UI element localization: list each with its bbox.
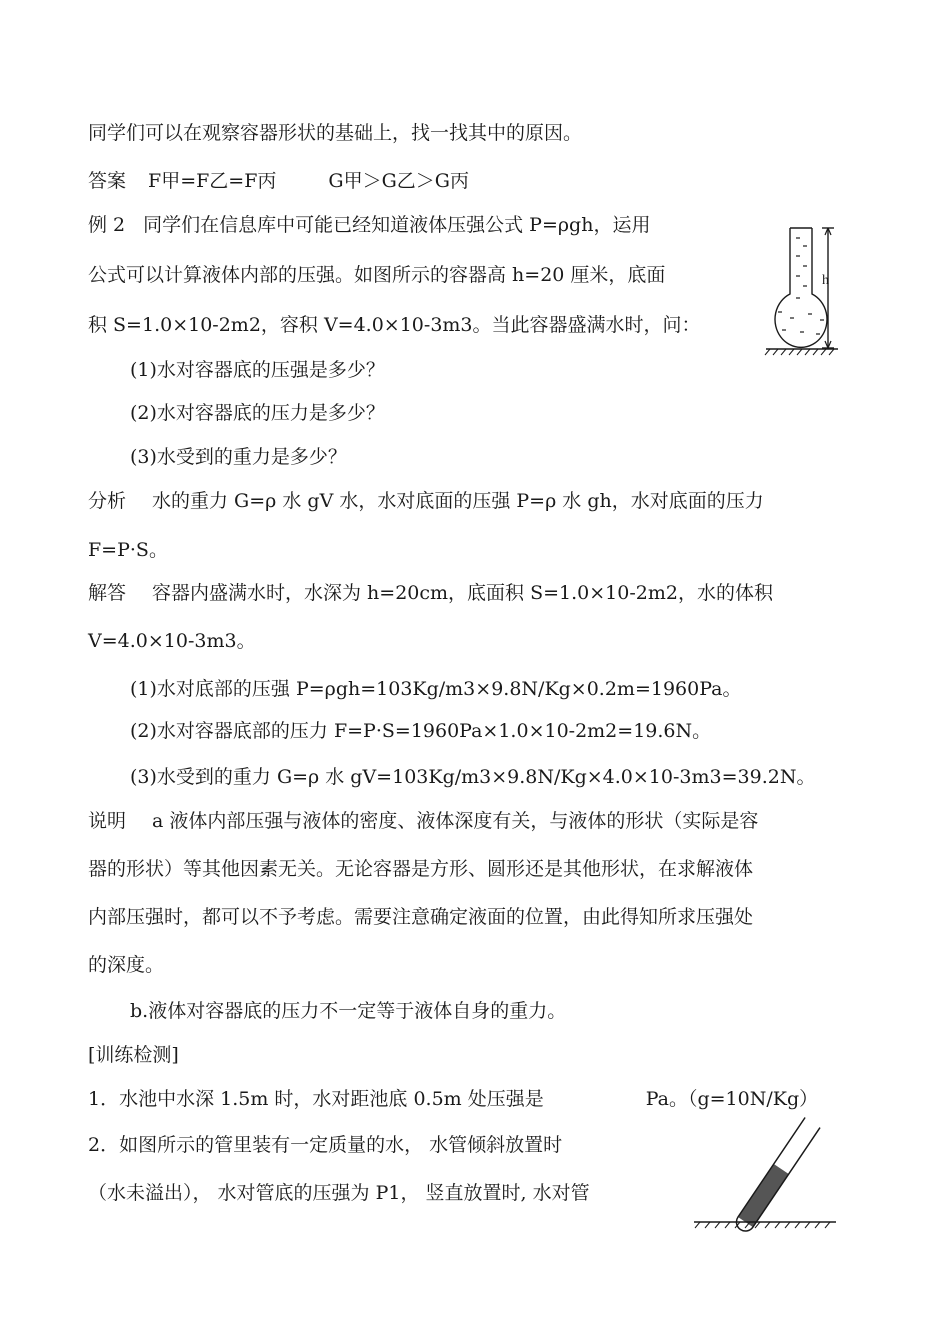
explanation-line4: 的深度。 [88, 954, 165, 976]
explanation-line2: 器的形状）等其他因素无关。无论容器是方形、圆形还是其他形状，在求解液体 [88, 858, 754, 880]
intro-line: 同学们可以在观察容器形状的基础上，找一找其中的原因。 [88, 122, 583, 144]
explanation-line3: 内部压强时，都可以不予考虑。需要注意确定液面的位置，由此得知所求压强处 [88, 906, 754, 928]
explanation-line1: 说明 a 液体内部压强与液体的密度、液体深度有关，与液体的形状（实际是容 [88, 810, 759, 832]
ground-hatching [765, 349, 834, 355]
exercise-1: 1．水池中水深 1.5m 时，水对距池底 0.5m 处压强是 Pa。（g=10N/Kg） [88, 1088, 819, 1110]
height-label: h [822, 273, 829, 288]
tilted-tube-figure [690, 1138, 840, 1228]
analysis-line2: F=P·S。 [88, 539, 168, 561]
water-fill [738, 1164, 789, 1227]
solution-step-3: (3)水受到的重力 G=ρ 水 gV=103Kg/m3×9.8N/Kg×4.0×10-3m3=39.2N。 [130, 766, 816, 788]
solution-step-2: (2)水对容器底部的压力 F=P·S=1960Pa×1.0×10-2m2=19.6N。 [130, 720, 712, 742]
answer-line: 答案 F甲=F乙=F丙 G甲＞G乙＞G丙 [88, 170, 469, 192]
training-heading: [训练检测] [88, 1044, 179, 1066]
question-1: (1)水对容器底的压强是多少？ [130, 359, 385, 381]
exercise-2-line2: （水未溢出）， 水对管底的压强为 P1， 竖直放置时, 水对管 [88, 1182, 590, 1204]
solution-line1: 解答 容器内盛满水时，水深为 h=20cm，底面积 S=1.0×10-2m2，水的体积 [88, 582, 773, 604]
question-3: (3)水受到的重力是多少？ [130, 446, 347, 468]
answer-label: 答案 [88, 170, 127, 192]
explanation-label: 说明 [88, 810, 127, 832]
analysis-label: 分析 [88, 490, 127, 512]
ground-hatching [695, 1222, 830, 1228]
example2-line2: 公式可以计算液体内部的压强。如图所示的容器高 h=20 厘米，底面 [88, 264, 666, 286]
explanation-line5: b.液体对容器底的压力不一定等于液体自身的重力。 [130, 1000, 567, 1022]
example-label: 例 2 [88, 214, 126, 236]
example2-line1: 例 2 同学们在信息库中可能已经知道液体压强公式 P=ρgh，运用 [88, 214, 651, 236]
solution-line2: V=4.0×10-3m3。 [88, 630, 256, 652]
solution-label: 解答 [88, 582, 127, 604]
example2-line3: 积 S=1.0×10-2m2，容积 V=4.0×10-3m3。当此容器盛满水时，问： [88, 314, 701, 336]
water-dashes [778, 238, 824, 334]
solution-step-1: (1)水对底部的压强 P=ρgh=103Kg/m3×9.8N/Kg×0.2m=1960Pa。 [130, 678, 742, 700]
analysis-line1: 分析 水的重力 G=ρ 水 gV 水，水对底面的压强 P=ρ 水 gh，水对底面的压力 [88, 490, 764, 512]
exercise-2-line1: 2．如图所示的管里装有一定质量的水， 水管倾斜放置时 [88, 1134, 563, 1156]
question-2: (2)水对容器底的压力是多少？ [130, 402, 385, 424]
container-figure [760, 222, 850, 357]
